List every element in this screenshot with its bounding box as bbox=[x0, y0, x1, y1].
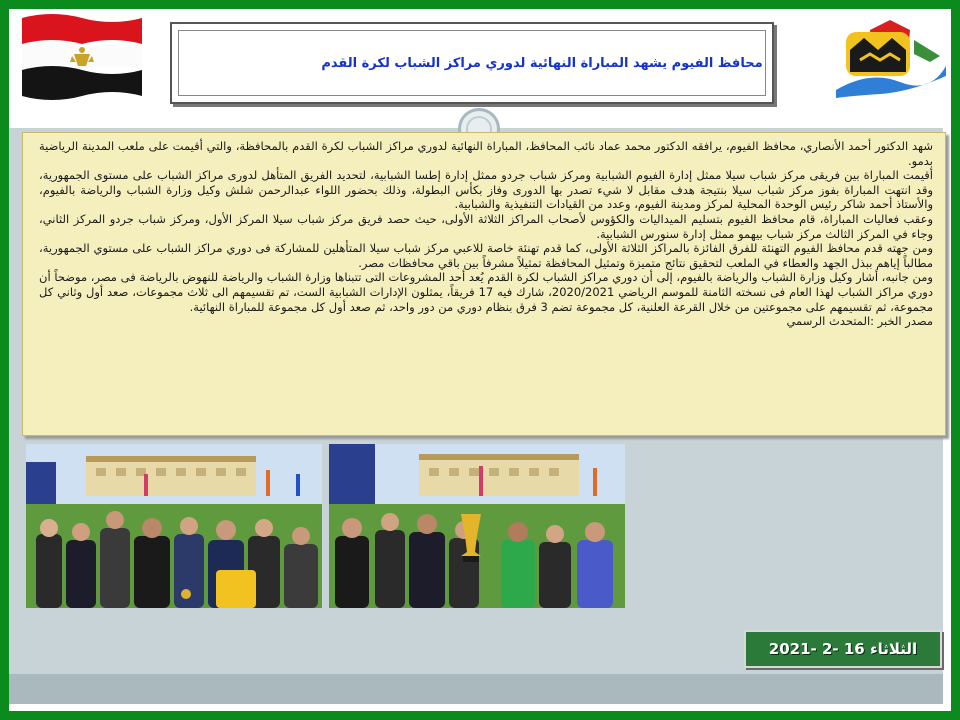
date-text: الثلاثاء 16 -2 -2021 bbox=[768, 640, 918, 658]
article-source: مصدر الخبر :المتحدث الرسمي bbox=[786, 314, 933, 329]
article-paragraph: وعقب فعاليات المباراة، قام محافظ الفيوم بتسليم الميداليات والكؤوس لأصحاب المراكز الثلاثة الأولى، حيث حصد فريق مركز شباب سيلا المركز الأول، ومركز شباب جردو المركز الثاني، وجاء في المركز الثالث مركز شباب بيهمو ممثل إدارة سنورس الشبابية. bbox=[39, 211, 933, 241]
article-paragraph: ومن جانبه، أشار وكيل وزارة الشباب والرياضة بالفيوم، إلى أن دوري مراكز الشباب لكرة القدم يُعد أحد المشروعات التى تتبناها وزارة الشباب والرياضة للنهوض بالرياضة فى مصر، موضحاً أن دوري مراكز الشباب لهذا العام فى نسخته الثامنة للموسم الرياضي 2020/2021، شارك فيه 17 فريقاً، يمثلون الإدارات الشبابية الست، تم تقسيمهم الى ثلاث مجموعات، صعد أول وثاني كل مجموعة، ثم تقسيمهم على مجموعتين من خلال القرعة العلنية، كل مجموعة تضم 3 فرق بنظام دوري من دور واحد، ثم صعد أول كل مجموعة للمباراة النهائية. bbox=[39, 270, 933, 314]
article-paragraph: شهد الدكتور أحمد الأنصاري، محافظ الفيوم، يرافقه الدكتور محمد عماد نائب المحافظ، المباراة النهائية لدوري مراكز الشباب لكرة القدم بالمحافظة، والتي أقيمت على ملعب المدينة الرياضية بدمو. bbox=[39, 139, 933, 168]
headline-inner-frame bbox=[178, 30, 766, 96]
fayoum-governorate-logo bbox=[830, 10, 948, 102]
headline-title: محافظ الفيوم يشهد المباراة النهائية لدوري مراكز الشباب لكرة القدم bbox=[321, 55, 763, 71]
article-body bbox=[22, 132, 946, 436]
egypt-flag-icon bbox=[16, 10, 148, 102]
article-paragraph: ومن جهته قدم محافظ الفيوم التهنئة للفرق الفائزة بالمراكز الثلاثة الأولى، كما قدم تهنئة خاصة للاعبي مركز شباب سيلا المتأهلين للمشاركة فى دوري مراكز الشباب على مستوي الجمهورية، مطالباً إياهم ببذل الجهد والعطاء في الملعب لتحقيق نتائج متميزة وتمثيل المحافظة تمثيلاً مشرفاً بين باقي محافظات مصر. bbox=[39, 241, 933, 270]
headline-box bbox=[170, 22, 774, 104]
ceremony-photo-medal bbox=[26, 444, 322, 608]
ceremony-photo-trophy bbox=[329, 444, 625, 608]
date-badge bbox=[744, 630, 942, 668]
bottom-strip bbox=[9, 674, 943, 704]
article-paragraph: أقيمت المباراة بين فريقى مركز شباب سيلا ممثل إدارة الفيوم الشبابية ومركز شباب جردو ممثل إدارة إطسا الشبابية، لتحديد الفريق المتأهل لدورى مراكز الشباب على مستوى الجمهورية، وقد انتهت المباراة بفوز مركز شباب سيلا بنتيجة هدف مقابل لا شيء تصدر بها الدورى وفاز بكأس البطولة، وذلك بحضور اللواء عبدالرحمن شلش وكيل وزارة الشباب والرياضة بالفيوم، والأستاذ أحمد شاكر رئيس الوحدة المحلية لمركز ومدينة الفيوم، وعدد من القيادات التنفيذية والشبابية. bbox=[39, 168, 933, 212]
